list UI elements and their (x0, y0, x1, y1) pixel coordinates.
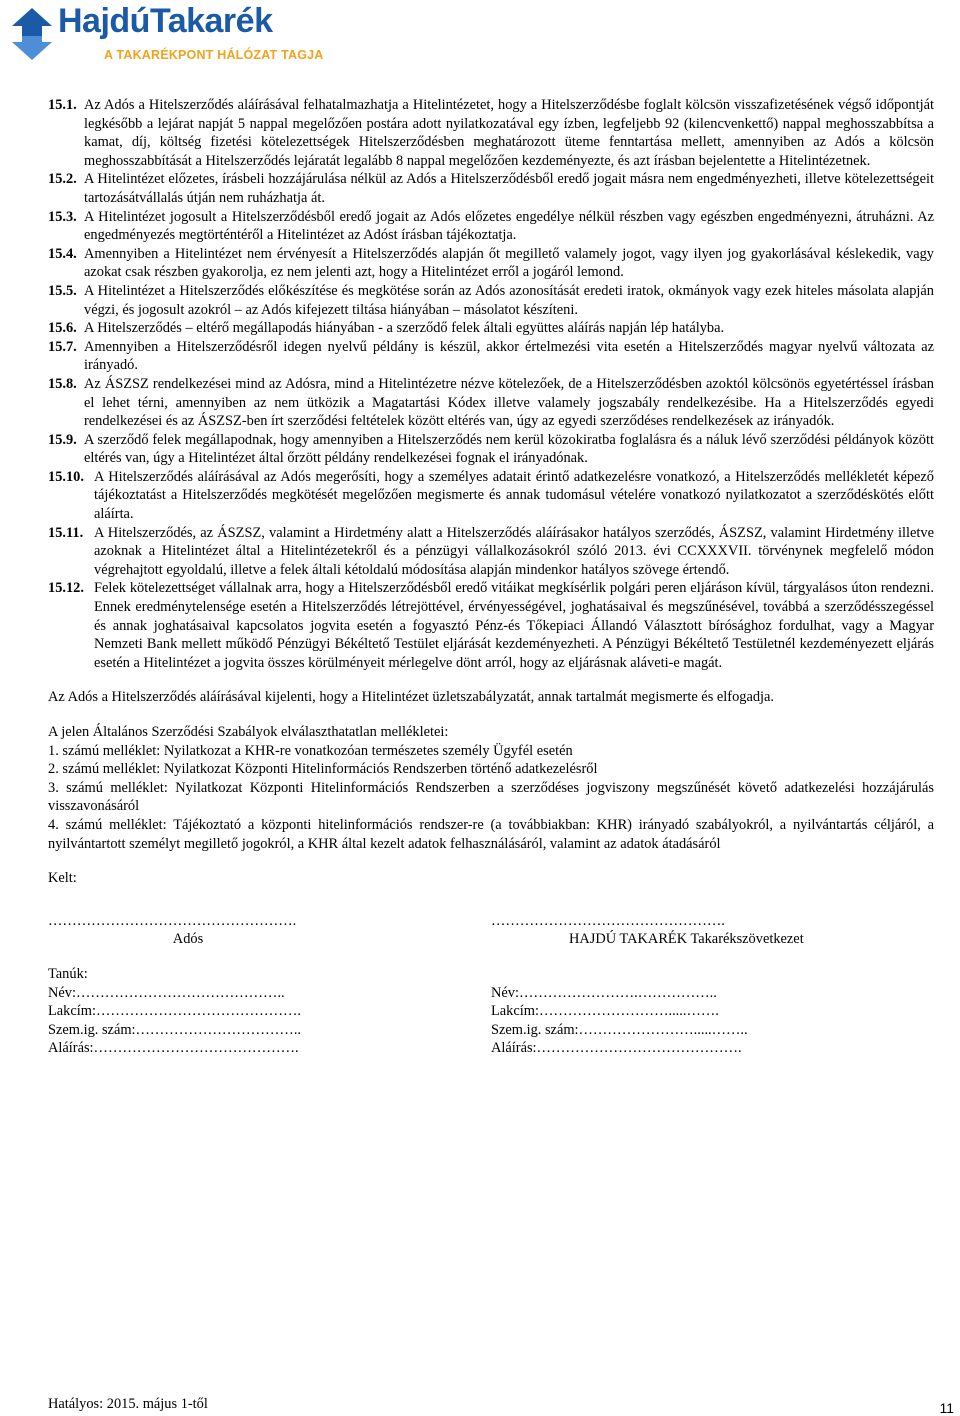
spacer (48, 707, 934, 723)
signature-right (491, 912, 934, 949)
spacer (48, 853, 934, 869)
section-text: Felek kötelezettséget vállalnak arra, hogy a Hitelszerződésből eredő vitáikat megkísérlik polgári peren eljáráson kívül, tárgyalásos úton rendezni. Ennek eredménytelensége esetén a Hitelszerződés létrejöttével, érvényességével, joghatásaival és megszűnésével, továbbá a szerződésszegéssel és annak joghatásaival kapcsolatos jogvita esetén a fogyasztó Pénz-és Tőkepiaci Állandó Választott bírósághoz fordulhat, vagy a Magyar Nemzeti Bank mellett működő Pénzügyi Békéltető Testület eljárását kezdeményezheti. A Pénzügyi Békéltető Testületnél kezdeményezett eljárás esetén a Hitelintézet a jogvita összes körülményeit mérlegelve dönt arról, hogy az eljárásnak aláveti-e magát. (94, 580, 934, 671)
header (0, 0, 960, 80)
section-text: Amennyiben a Hitelintézet nem érvényesít a Hitelszerződés alapján őt megillető valamely jogot, vagy ilyen jog gyakorlásával késlekedik, vagy azokat csak részben gyakorolja, ez nem jelenti azt, hogy a Hitelintézet erről a jogáról lemond. (84, 245, 934, 281)
section-number: 15.4. (48, 245, 77, 262)
section-number: 15.6. (48, 320, 77, 337)
witness-signature-field: Aláírás:……………………………………. (48, 1040, 299, 1057)
witness-left (48, 984, 491, 1058)
section-text: A Hitelszerződés, az ÁSZSZ, valamint a Hirdetmény alatt a Hitelszerződés aláírásakor hatályos szerződés, ÁSZSZ, valamint Hirdetmény illetve azoknak a Hitelintézet által a Hitelintézetekről és a pénzügyi vállalkozásokról szóló 2013. évi CCXXXVII. törvénynek megfelelő módon végrehajtott egyoldalú, illetve a felek általi kétoldalú módosítása alapján mindenkor hatályos szövege értendő. (94, 524, 934, 578)
signature-row (48, 912, 934, 949)
section-text: A Hitelintézet jogosult a Hitelszerződésből eredő jogait az Adós előzetes engedélye nélkül részben vagy egészben engedményezni, átruházni. Az engedményezés megtörténtéről a Hitelintézet az Adóst írásban tájékoztatja. (84, 208, 934, 244)
brand-tagline: A TAKARÉKPONT HÁLÓZAT TAGJA (104, 48, 324, 62)
section-15-8 (48, 375, 934, 431)
witness-heading: Tanúk: (48, 965, 88, 982)
document-body (48, 96, 934, 1058)
section-text: Amennyiben a Hitelszerződésről idegen nyelvű példány is készül, akkor értelmezési vita esetén a Hitelszerződés magyar nyelvű változata az irányadó. (84, 338, 934, 374)
witness-address-field: Lakcím:……………………….....……. (491, 1003, 719, 1020)
witness-name-field: Név:…………………………………….. (48, 984, 285, 1001)
spacer (48, 888, 934, 904)
section-text: A Hitelszerződés – eltérő megállapodás hiányában - a szerződő felek általi együttes aláírás napján lép hatályba. (84, 320, 725, 337)
section-number: 15.10. (48, 468, 84, 485)
section-15-3 (48, 208, 934, 245)
annex-item: 3. számú melléklet: Nyilatkozat Központi Hitelinformációs Rendszerben a szerződéses jogviszony megszűnését követő adatkezelési hozzájárulás visszavonásáról (48, 779, 934, 815)
witness-signature-field: Aláírás:……………………………………. (491, 1040, 742, 1057)
section-15-5 (48, 282, 934, 319)
section-15-10 (48, 468, 934, 524)
section-15-6 (48, 319, 934, 338)
signature-line: ……………………………………………. (48, 912, 297, 929)
spacer (48, 949, 934, 965)
section-number: 15.3. (48, 208, 77, 225)
annex-intro: A jelen Általános Szerződési Szabályok elválaszthatatlan mellékletei: (48, 724, 449, 740)
section-15-11 (48, 524, 934, 580)
signature-label-bank: HAJDÚ TAKARÉK Takarékszövetkezet (569, 931, 804, 948)
brand-name-part1: Hajdú (58, 2, 150, 40)
witness-id-field: Szem.ig. szám:…………………………….. (48, 1021, 302, 1038)
signature-left (48, 912, 491, 949)
section-text: A Hitelintézet a Hitelszerződés előkészítése és megkötése során az Adós azonosítását eredeti iratok, okmányok vagy ezek hiteles másolata alapján végzi, és jogosult azokról – az Adós kifejezett tiltása hiányában – másolatot készíteni. (84, 282, 934, 318)
section-number: 15.1. (48, 97, 77, 113)
section-15-9 (48, 431, 934, 468)
brand-name-part2: Takarék (149, 2, 273, 40)
signature-label-adós: Adós (172, 931, 204, 948)
kelt-label: Kelt: (48, 870, 77, 887)
witness-right (491, 984, 934, 1058)
signature-line: …………………………………………. (491, 912, 725, 929)
spacer (48, 672, 934, 688)
section-text: A szerződő felek megállapodnak, hogy amennyiben a Hitelszerződés nem kerül közokiratba foglalásra és a náluk lévő szerződési példányok között eltérés van, úgy a Hitelintézet által őrzött példány rendelkezései fognak el irányadónak. (84, 431, 934, 467)
spacer (48, 904, 934, 912)
witness-id-field: Szem.ig. szám:…………………….....…….. (491, 1021, 748, 1038)
section-text: Az Adós a Hitelszerződés aláírásával felhatalmazhatja a Hitelintézetet, hogy a Hitelszerződésbe foglalt kölcsön visszafizetésének végső időpontját legkésőbb a lejárat napját 5 nappal megelőzően postára adott nyilatkozatával egy ízben, legfeljebb 92 (kilencvenkettő) nappal meghosszabbítsa a kamat, díj, költség fizetési kötelezettségek Hitelszerződésben meghatározott üteme fenntartása mellett, amennyiben az Adós a kölcsön meghosszabbítását a Hitelszerződés lejáratát legalább 8 nappal megelőzően kezdeményezte, és azt írásban bejelentette a Hitelintézetnek. (84, 97, 934, 169)
section-number: 15.5. (48, 282, 77, 299)
section-number: 15.2. (48, 171, 77, 188)
section-15-4 (48, 245, 934, 282)
arrow-logo-icon (8, 6, 56, 62)
section-number: 15.11. (48, 524, 84, 541)
section-number: 15.7. (48, 338, 77, 355)
annex-item: 4. számú melléklet: Tájékoztató a központi hitelinformációs rendszer-re (a továbbiakban: KHR) irányadó szabályokról, a nyilvántartás céljáról, a nyilvántartott személyt megillető jogokról, a KHR által kezelt adatok felhasználásáról, valamint az adatok átadásáról (48, 816, 934, 852)
witness-name-field: Név:…………………….…………….. (491, 984, 717, 1001)
witness-address-field: Lakcím:……………………………………. (48, 1003, 302, 1020)
section-text: A Hitelintézet előzetes, írásbeli hozzájárulása nélkül az Adós a Hitelszerződésből eredő jogait másra nem engedményezheti, illetve kötelezettségeit tartozásátvállalás útján nem ruházhatja át. (84, 171, 934, 206)
brand-name (58, 2, 272, 41)
annex-item: 1. számú melléklet: Nyilatkozat a KHR-re vonatkozóan természetes személy Ügyfél esetén (48, 742, 573, 759)
section-number: 15.8. (48, 375, 77, 392)
section-number: 15.12. (48, 580, 84, 597)
section-15-1 (48, 96, 934, 170)
section-text: Az ÁSZSZ rendelkezései mind az Adósra, mind a Hitelintézetre nézve kötelezőek, de a Hitelszerződésben azoktól kölcsönös egyetértéssel írásban el lehet térni, amennyiben az nem ütközik a Magatartási Kódex illetve valamely jogszabály rendelkezésibe. Ha a Hitelszerződés egyedi rendelkezései és az ÁSZSZ-ben írt szerződési feltételek között eltérés van, úgy az egyedi szerződéses rendelkezések az irányadók. (84, 375, 934, 430)
declaration: Az Adós a Hitelszerződés aláírásával kijelenti, hogy a Hitelintézet üzletszabályzatát, annak tartalmát megismerte és elfogadja. (48, 689, 775, 706)
effective-date: Hatályos: 2015. május 1-től (48, 1396, 208, 1412)
annex-item: 2. számú melléklet: Nyilatkozat Központi Hitelinformációs Rendszerben történő adatkezelésről (48, 761, 598, 778)
section-text: A Hitelszerződés aláírásával az Adós megerősíti, hogy a személyes adatait érintő adatkezelésre vonatkozó, a Hitelszerződés mellékletét képező tájékoztatást a Hitelszerződés megkötését megelőzően megismerte és annak tudomásul vételére vonatkozó nyilatkozatot a szerződéskötés előtt aláírta. (94, 468, 934, 523)
section-number: 15.9. (48, 431, 77, 448)
witness-row (48, 984, 934, 1058)
section-15-2 (48, 170, 934, 207)
section-15-7 (48, 338, 934, 375)
section-15-12 (48, 579, 934, 672)
page-number: 11 (939, 1400, 954, 1416)
